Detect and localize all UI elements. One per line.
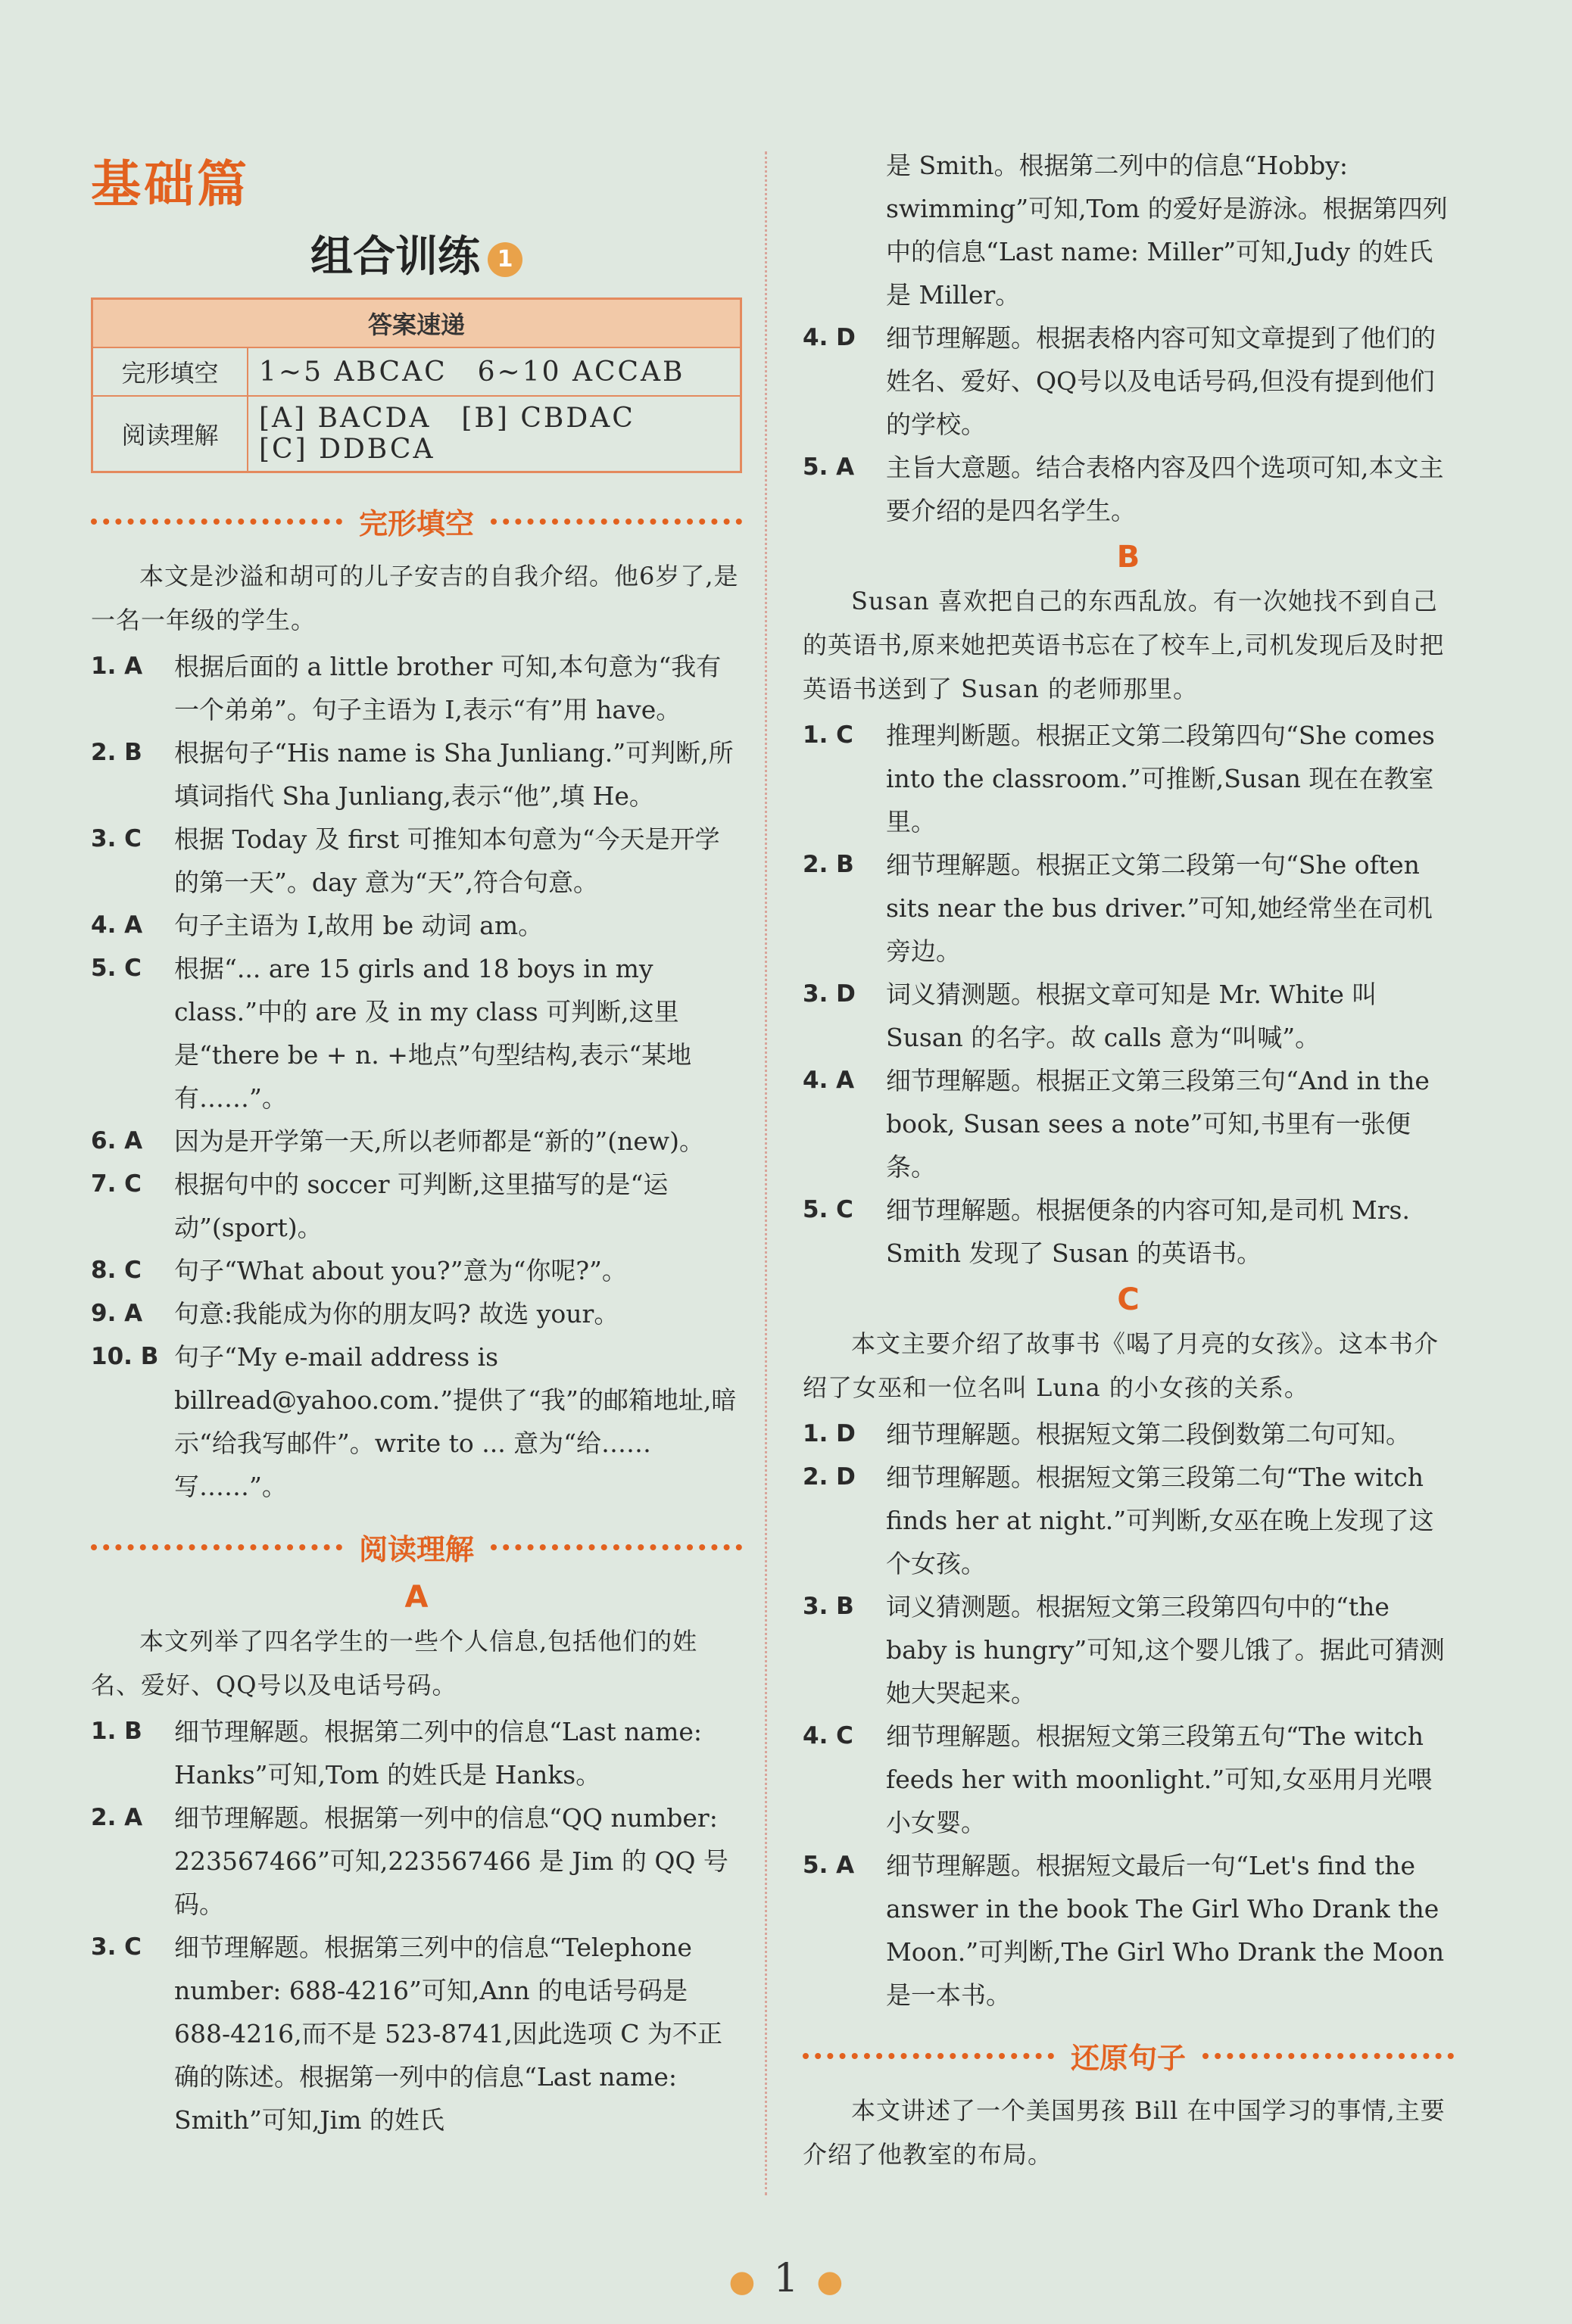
passage-c-answer-list [803, 1413, 1454, 2017]
answer-item [803, 446, 1454, 532]
answer-explanation: 句子“What about you?”意为“你呢?”。 [174, 1256, 627, 1285]
answer-item [803, 316, 1454, 446]
answer-number: 3. C [91, 1933, 142, 1961]
answer-number: 6. A [91, 1127, 143, 1154]
answer-explanation: 细节理解题。根据正文第三段第三句“And in the book, Susan sees a note”可知,书里有一张便条。 [886, 1066, 1430, 1182]
answer-number: 3. D [803, 980, 856, 1008]
answer-number: 9. A [91, 1300, 143, 1327]
restore-intro: 本文讲述了一个美国男孩 Bill 在中国学习的事情,主要介绍了他教室的布局。 [803, 2096, 1446, 2169]
passage-b-intro: Susan 喜欢把自己的东西乱放。有一次她找不到自己的英语书,原来她把英语书忘在了校车上,司机发现后及时把英语书送到了 Susan 的老师那里。 [803, 587, 1445, 703]
right-column [803, 144, 1454, 2179]
answer-item [803, 1456, 1454, 1585]
answer-number: 4. A [91, 911, 143, 939]
answer-explanation: 细节理解题。根据表格内容可知文章提到了他们的姓名、爱好、QQ号以及电话号码,但没有提到他们的学校。 [886, 323, 1436, 439]
left-column [91, 144, 742, 2142]
answer-item [803, 1059, 1454, 1188]
reading-answers [248, 396, 741, 472]
answer-number: 1. B [91, 1718, 142, 1745]
cloze-intro: 本文是沙溢和胡可的儿子安吉的自我介绍。他6岁了,是一名一年级的学生。 [91, 562, 739, 634]
cloze-answers-6-10: 6~10 ACCAB [477, 356, 685, 388]
answer-number: 1. C [803, 721, 853, 749]
answer-item [803, 714, 1454, 843]
answer-explanation: 主旨大意题。结合表格内容及四个选项可知,本文主要介绍的是四名学生。 [886, 453, 1444, 525]
answer-explanation: 细节理解题。根据第三列中的信息“Telephone number: 688-4216”可知,Ann 的电话号码是 688-4216,而不是 523-8741,因此选项 C 为不正确的陈述。根据第一列中的信息“Last name: Smith”可知,Jim 的姓氏 [174, 1933, 722, 2135]
cloze-label: 完形填空 [92, 347, 248, 396]
answer-item [91, 1335, 742, 1508]
reading-divider [91, 1526, 742, 1568]
answer-item [803, 1585, 1454, 1715]
answer-item [803, 1715, 1454, 1844]
answer-explanation: 词义猜测题。根据短文第三段第四句中的“the baby is hungry”可知,这个婴儿饿了。据此可猜测她大哭起来。 [886, 1592, 1445, 1708]
answer-item [803, 843, 1454, 973]
subtitle-text: 组合训练 [310, 232, 480, 282]
answer-number: 5. C [803, 1196, 853, 1223]
answer-explanation: 根据句子“His name is Sha Junliang.”可判断,所填词指代 Sha Junliang,表示“他”,填 He。 [174, 738, 734, 811]
answer-explanation: 根据句中的 soccer 可判断,这里描写的是“运动”(sport)。 [174, 1170, 669, 1242]
passage-c-letter: C [1117, 1282, 1140, 1317]
restore-divider [803, 2035, 1454, 2076]
answer-number: 3. C [91, 825, 142, 852]
answer-item [91, 1292, 742, 1335]
answer-item [91, 1710, 742, 1796]
answer-number: 5. A [803, 1852, 855, 1879]
subtitle [91, 223, 742, 284]
answer-number: 1. A [91, 653, 143, 680]
answer-number: 4. D [803, 324, 856, 351]
answer-number: 5. A [803, 453, 855, 481]
answer-explanation: 根据“... are 15 girls and 18 boys in my class.”中的 are 及 in my class 可判断,这里是“there be + n. +地点”句型结构,表示“某地有……”。 [174, 954, 692, 1113]
page-dot-left: ● [728, 2263, 756, 2299]
answer-explanation: 根据 Today 及 first 可推知本句意为“今天是开学的第一天”。day 意为“天”,符合句意。 [174, 824, 720, 897]
section-title: 基础篇 [91, 155, 250, 213]
answer-item [803, 1844, 1454, 2017]
answer-explanation: 细节理解题。根据第一列中的信息“QQ number: 223567466”可知,223567466 是 Jim 的 QQ 号码。 [174, 1803, 728, 1919]
passage-a-intro: 本文列举了四名学生的一些个人信息,包括他们的姓名、爱好、QQ号以及电话号码。 [91, 1627, 698, 1699]
answer-explanation: 句子“My e-mail address is billread@yahoo.com.”提供了“我”的邮箱地址,暗示“给我写邮件”。write to ... 意为“给……写……”。 [174, 1342, 737, 1501]
cloze-answers [248, 347, 741, 396]
answer-item [803, 973, 1454, 1059]
answer-number: 3. B [803, 1593, 854, 1620]
reading-heading: 阅读理解 [359, 1533, 475, 1566]
answer-explanation: 细节理解题。根据短文第二段倒数第二句可知。 [886, 1419, 1411, 1449]
answer-explanation: 根据后面的 a little brother 可知,本句意为“我有一个弟弟”。句子主语为 I,表示“有”用 have。 [174, 652, 722, 724]
reading-answers-a: [A] BACDA [259, 403, 432, 434]
answer-explanation: 细节理解题。根据便条的内容可知,是司机 Mrs. Smith 发现了 Susan 的英语书。 [886, 1195, 1410, 1268]
answer-number: 1. D [803, 1420, 856, 1447]
answer-number: 8. C [91, 1257, 142, 1284]
passage-b-letter: B [1116, 540, 1140, 575]
answer-number: 4. A [803, 1067, 855, 1094]
cloze-answer-list [91, 645, 742, 1508]
answer-item [91, 947, 742, 1120]
answer-item [803, 1413, 1454, 1456]
answer-explanation: 推理判断题。根据正文第二段第四句“She comes into the classroom.”可推断,Susan 现在在教室里。 [886, 721, 1435, 836]
answer-item [91, 1249, 742, 1292]
answer-number: 2. A [91, 1804, 143, 1831]
answer-number: 7. C [91, 1170, 142, 1198]
answer-table [91, 298, 742, 473]
passage-a-answer-list [91, 1710, 742, 2142]
answer-item [803, 1188, 1454, 1275]
answer-number: 2. B [803, 851, 854, 878]
answer-item [91, 1163, 742, 1249]
answer-explanation: 词义猜测题。根据文章可知是 Mr. White 叫 Susan 的名字。故 calls 意为“叫喊”。 [886, 980, 1377, 1052]
answer-number: 4. C [803, 1722, 853, 1749]
cloze-divider [91, 500, 742, 542]
cloze-answers-1-5: 1~5 ABCAC [259, 356, 448, 388]
reading-answers-c: [C] DDBCA [259, 434, 435, 465]
answer-item [91, 1796, 742, 1926]
answer-number: 10. B [91, 1343, 159, 1370]
answer-explanation: 细节理解题。根据短文第三段第二句“The witch finds her at night.”可判断,女巫在晚上发现了这个女孩。 [886, 1463, 1434, 1578]
answer-item [91, 1120, 742, 1163]
restore-heading: 还原句子 [1071, 2042, 1187, 2075]
answer-item [91, 731, 742, 818]
page-dot-right: ● [816, 2263, 844, 2299]
answer-item [91, 904, 742, 947]
answer-item [91, 645, 742, 731]
answer-explanation: 细节理解题。根据短文最后一句“Let's find the answer in the book The Girl Who Drank the Moon.”可判断,The Girl Who Drank the Moon 是一本书。 [886, 1851, 1445, 2010]
passage-b-answer-list [803, 714, 1454, 1275]
page-number [0, 2256, 1572, 2301]
passage-c-intro: 本文主要介绍了故事书《喝了月亮的女孩》。这本书介绍了女巫和一位名叫 Luna 的小女孩的关系。 [803, 1329, 1439, 1402]
answer-explanation: 句意:我能成为你的朋友吗? 故选 your。 [174, 1299, 619, 1329]
answer-explanation: 细节理解题。根据第二列中的信息“Last name: Hanks”可知,Tom 的姓氏是 Hanks。 [174, 1717, 703, 1790]
subtitle-number-badge: 1 [488, 242, 522, 277]
reading-answers-b: [B] CBDAC [461, 403, 635, 434]
cloze-heading: 完形填空 [359, 507, 475, 541]
passage-a-item3-continued: 是 Smith。根据第二列中的信息“Hobby: swimming”可知,Tom 的爱好是游泳。根据第四列中的信息“Last name: Miller”可知,Judy 的姓氏是 Miller。 [886, 151, 1448, 310]
passage-a-letter: A [404, 1580, 429, 1615]
page-number-text: 1 [773, 2256, 799, 2301]
answer-item [91, 1926, 742, 2142]
answer-number: 2. D [803, 1463, 856, 1491]
answer-explanation: 细节理解题。根据正文第二段第一句“She often sits near the bus driver.”可知,她经常坐在司机旁边。 [886, 850, 1433, 966]
answer-item [91, 818, 742, 904]
answer-number: 2. B [91, 739, 142, 766]
column-divider [765, 151, 767, 2195]
answer-table-title: 答案速递 [92, 299, 741, 348]
answer-explanation: 因为是开学第一天,所以老师都是“新的”(new)。 [174, 1126, 705, 1156]
passage-a-answer-list-continued [803, 316, 1454, 532]
answer-number: 5. C [91, 955, 142, 982]
answer-explanation: 细节理解题。根据短文第三段第五句“The witch feeds her with moonlight.”可知,女巫用月光喂小女婴。 [886, 1721, 1433, 1837]
reading-label: 阅读理解 [92, 396, 248, 472]
answer-explanation: 句子主语为 I,故用 be 动词 am。 [174, 911, 544, 940]
